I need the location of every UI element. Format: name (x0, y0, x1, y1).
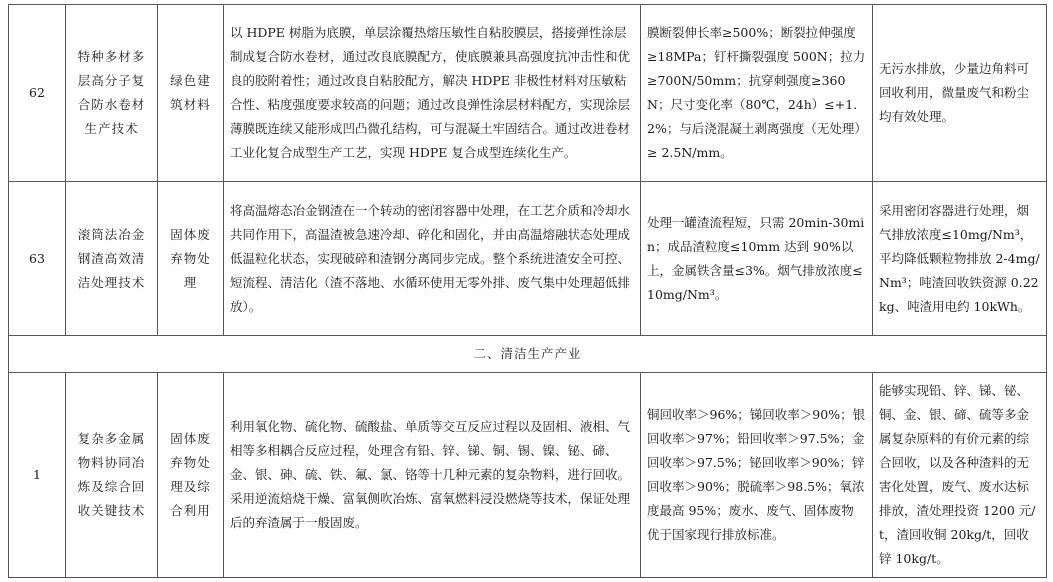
performance-indicators: 铜回收率＞96%；锑回收率＞90%；银回收率＞97%；铅回收率＞97.5%；金回收率＞97.5%；铋回收率＞90%；锌回收率＞90%；脱硫率＞98.5%；氧浓度最高 95%；废水、废气、固体废物优于国家现行排放标准。 (641, 373, 873, 578)
technology-name: 复杂多金属物料协同冶炼及综合回收关键技术 (66, 373, 158, 578)
environmental-benefits: 能够实现铅、锌、锑、铋、铜、金、银、碲、硫等多金属复杂原料的有价元素的综合回收，以及各种渣料的无害化处置，废气、废水达标排放，渣处理投资 1200 元/t，渣回收铜 20kg/t，回收锌 10kg/t。 (873, 373, 1047, 578)
row-number: 1 (9, 373, 66, 578)
technology-description: 以 HDPE 树脂为底膜，单层涂覆热熔压敏性自粘胶膜层，搭接弹性涂层制成复合防水卷材，通过改良底膜配方，使底膜兼具高强度抗冲击性和优良的胶附着性；通过改良自粘胶配方，解决 HDPE 非极性材料对压敏粘合性、粘度强度要求较高的问题；通过改良弹性涂层材料配方，实现涂层薄膜既连续又能形成凹凸微孔结构，可与混凝土牢固结合。通过改进卷材工业化复合成型生产工艺，实现 HDPE 复合成型连续化生产。 (224, 5, 641, 182)
performance-indicators: 膜断裂伸长率≥500%；断裂拉伸强度≥18MPa；钉杆撕裂强度 500N；拉力≥700N/50mm；抗穿刺强度≥360N；尺寸变化率（80℃，24h）≤+1.2%；与后浇混凝土剥离强度（无处理）≥ 2.5N/mm。 (641, 5, 873, 182)
environmental-benefits: 无污水排放，少量边角料可回收利用，微量废气和粉尘均有效处理。 (873, 5, 1047, 182)
row-number: 62 (9, 5, 66, 182)
performance-indicators: 处理一罐渣流程短，只需 20min-30min；成品渣粒度≤10mm 达到 90%以上，金属铁含量≤3%。烟气排放浓度≤10mg/Nm³。 (641, 182, 873, 336)
technology-category: 固体废弃物处理 (158, 182, 224, 336)
technology-table (8, 4, 1047, 578)
environmental-benefits: 采用密闭容器进行处理，烟气排放浓度≤10mg/Nm³，平均降低颗粒物排放 2-4mg/Nm³；吨渣回收铁资源 0.22kg、吨渣用电约 10kWh。 (873, 182, 1047, 336)
technology-description: 利用氧化物、硫化物、硫酸盐、单质等交互反应过程以及固相、液相、气相等多相耦合反应过程，处理含有铅、锌、锑、铜、锡、镍、铋、碲、金、银、砷、硫、铁、氟、氯、铬等十几种元素的复杂物料，进行回收。采用逆流焙烧干燥、富氧侧吹冶炼、富氧燃料浸没燃烧等技术，保证处理后的弃渣属于一般固废。 (224, 373, 641, 578)
technology-category: 绿色建筑材料 (158, 5, 224, 182)
section-header-row (9, 336, 1047, 373)
table-row (9, 5, 1047, 182)
technology-name: 特种多材多层高分子复合防水卷材生产技术 (66, 5, 158, 182)
row-number: 63 (9, 182, 66, 336)
technology-name: 滚筒法冶金钢渣高效清洁处理技术 (66, 182, 158, 336)
table-row (9, 373, 1047, 578)
table-row (9, 182, 1047, 336)
technology-description: 将高温熔态冶金钢渣在一个转动的密闭容器中处理，在工艺介质和冷却水共同作用下，高温渣被急速冷却、碎化和固化，并由高温熔融状态处理成低温粒化状态，实现破碎和渣钢分离同步完成。整个系统进渣安全可控、短流程、清洁化（渣不落地、水循环使用无零外排、废气集中处理超低排放）。 (224, 182, 641, 336)
section-header: 二、清洁生产产业 (9, 336, 1047, 373)
technology-category: 固体废弃物处理及综合利用 (158, 373, 224, 578)
